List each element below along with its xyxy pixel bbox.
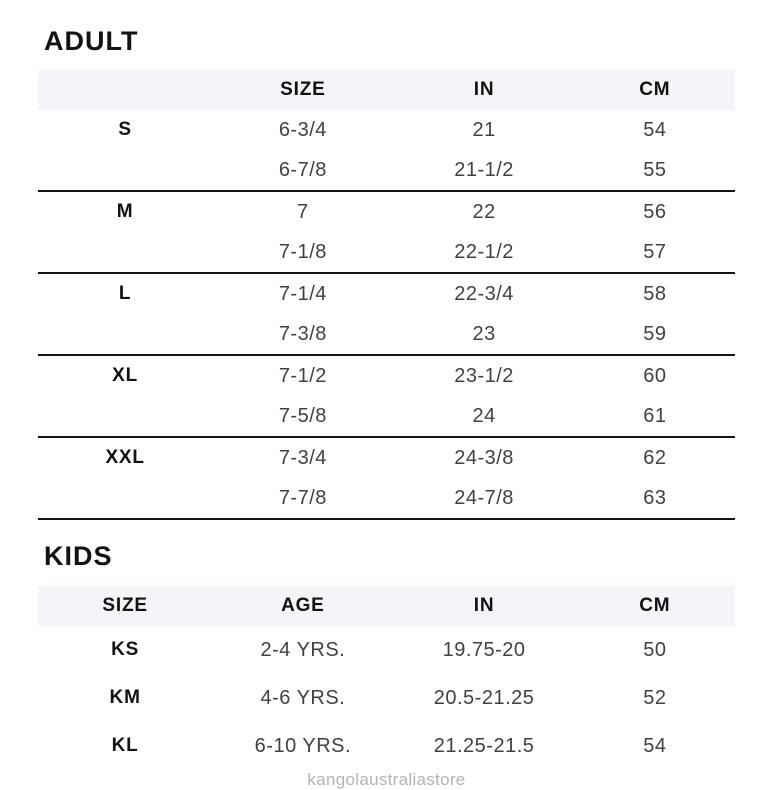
kids-table-header (38, 586, 735, 626)
size-label-cell: KS (111, 639, 140, 661)
table-row (38, 273, 735, 314)
size-label-cell: KL (111, 735, 139, 757)
data-cell: 52 (643, 686, 667, 709)
adult-table-header (38, 70, 735, 110)
data-cell: 2-4 YRS. (260, 638, 346, 661)
table-row (38, 626, 735, 674)
table-row (38, 314, 735, 355)
data-cell: 54 (643, 734, 667, 757)
column-header: SIZE (212, 70, 393, 110)
data-cell: 4-6 YRS. (260, 686, 346, 709)
data-cell: 62 (643, 446, 667, 469)
data-cell: 6-7/8 (212, 150, 393, 191)
table-row (38, 191, 735, 232)
data-cell: 50 (643, 638, 667, 661)
data-cell: 63 (575, 478, 735, 519)
column-header: SIZE (38, 586, 212, 626)
table-row (38, 355, 735, 396)
data-cell: 19.75-20 (442, 638, 526, 661)
adult-size-table (38, 70, 735, 520)
table-row (38, 722, 735, 770)
size-label-cell: L (118, 283, 132, 305)
column-header: IN (393, 70, 574, 110)
data-cell: 7-5/8 (212, 396, 393, 437)
table-row (38, 396, 735, 437)
data-cell: 58 (643, 282, 667, 305)
size-label-cell (38, 478, 212, 519)
data-cell: 21-1/2 (393, 150, 574, 191)
data-cell: 21 (472, 118, 496, 141)
column-header (38, 70, 212, 110)
size-label-cell: M (116, 201, 134, 223)
data-cell: 59 (575, 314, 735, 355)
data-cell: 7-1/8 (212, 232, 393, 273)
kids-section-title: KIDS (44, 541, 113, 572)
data-cell: 20.5-21.25 (433, 686, 535, 709)
data-cell: 24 (393, 396, 574, 437)
size-label-cell: S (118, 119, 132, 141)
size-label-cell (38, 314, 212, 355)
column-header: CM (575, 70, 735, 110)
table-row (38, 110, 735, 150)
data-cell: 7-3/4 (278, 446, 327, 469)
data-cell: 23-1/2 (454, 364, 514, 387)
data-cell: 55 (575, 150, 735, 191)
size-label-cell: KM (109, 687, 141, 709)
table-row (38, 478, 735, 519)
column-header: AGE (212, 586, 393, 626)
column-header: CM (575, 586, 735, 626)
data-cell: 60 (643, 364, 667, 387)
data-cell: 22-3/4 (454, 282, 514, 305)
kids-size-table (38, 586, 735, 770)
adult-section-title: ADULT (44, 26, 139, 56)
data-cell: 23 (393, 314, 574, 355)
data-cell: 6-10 YRS. (254, 734, 352, 757)
data-cell: 22 (472, 200, 496, 223)
data-cell: 56 (643, 200, 667, 223)
size-label-cell: XXL (105, 447, 145, 469)
table-row (38, 674, 735, 722)
data-cell: 57 (575, 232, 735, 273)
data-cell: 61 (575, 396, 735, 437)
size-label-cell: XL (112, 365, 139, 387)
data-cell: 7-1/2 (278, 364, 327, 387)
size-label-cell (38, 150, 212, 191)
column-header: IN (393, 586, 574, 626)
size-label-cell (38, 232, 212, 273)
data-cell: 24-3/8 (454, 446, 514, 469)
data-cell: 7 (297, 200, 309, 223)
size-label-cell (38, 396, 212, 437)
data-cell: 24-7/8 (393, 478, 574, 519)
data-cell: 21.25-21.5 (433, 734, 535, 757)
data-cell: 6-3/4 (278, 118, 327, 141)
table-row (38, 437, 735, 478)
data-cell: 22-1/2 (393, 232, 574, 273)
table-row (38, 232, 735, 273)
watermark: kangolaustraliastore (307, 770, 466, 790)
data-cell: 7-3/8 (212, 314, 393, 355)
table-row (38, 150, 735, 191)
data-cell: 54 (643, 118, 667, 141)
data-cell: 7-7/8 (212, 478, 393, 519)
data-cell: 7-1/4 (278, 282, 327, 305)
